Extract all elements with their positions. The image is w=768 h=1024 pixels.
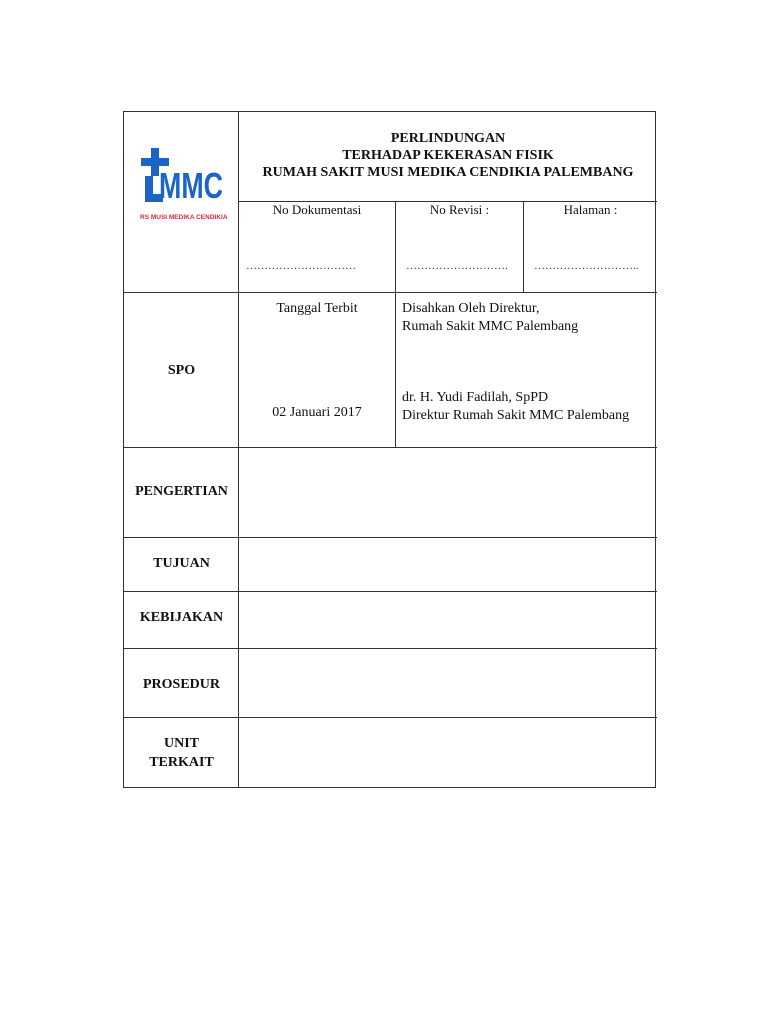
divider	[124, 447, 657, 448]
tujuan-label: TUJUAN	[153, 556, 210, 571]
unit-label-line-2: TERKAIT	[149, 755, 214, 770]
divider	[124, 717, 657, 718]
mmc-logo-icon	[137, 138, 229, 226]
divider	[124, 591, 657, 592]
svg-text:RS MUSI MEDIKA CENDIKIA: RS MUSI MEDIKA CENDIKIA	[140, 214, 228, 221]
unit-terkait-label	[124, 734, 239, 772]
spo-label: SPO	[167, 363, 196, 378]
halaman-label: Halaman :	[563, 202, 618, 217]
prosedur-label: PROSEDUR	[142, 677, 220, 692]
no-revisi-value: ……………………….	[406, 260, 508, 272]
unit-label-line-1: UNIT	[163, 736, 199, 751]
halaman-value: ………………………..	[534, 260, 639, 272]
divider	[124, 537, 657, 538]
direktur-title: Direktur Rumah Sakit MMC Palembang	[402, 408, 630, 423]
tanggal-terbit-label: Tanggal Terbit	[276, 301, 358, 316]
no-revisi-label: No Revisi :	[429, 202, 490, 217]
pengertian-label: PENGERTIAN	[135, 484, 228, 499]
no-dokumentasi-value: …………………………	[246, 260, 356, 272]
title-line-1: PERLINDUNGAN	[390, 131, 506, 146]
divider	[124, 648, 657, 649]
kebijakan-label: KEBIJAKAN	[139, 610, 224, 625]
hospital-logo	[137, 138, 229, 226]
document-title	[239, 130, 657, 181]
disahkan-line-2: Rumah Sakit MMC Palembang	[402, 319, 579, 334]
no-dokumentasi-label: No Dokumentasi	[272, 202, 362, 217]
divider	[124, 292, 657, 293]
disahkan-line-1: Disahkan Oleh Direktur,	[402, 301, 540, 316]
title-line-2: TERHADAP KEKERASAN FISIK	[342, 148, 554, 163]
spo-document-table	[123, 111, 656, 788]
divider	[395, 292, 396, 448]
tanggal-terbit-value: 02 Januari 2017	[272, 405, 362, 420]
svg-text:MMC: MMC	[159, 165, 223, 206]
title-line-3: RUMAH SAKIT MUSI MEDIKA CENDIKIA PALEMBANG	[262, 165, 634, 180]
direktur-name: dr. H. Yudi Fadilah, SpPD	[402, 390, 549, 405]
